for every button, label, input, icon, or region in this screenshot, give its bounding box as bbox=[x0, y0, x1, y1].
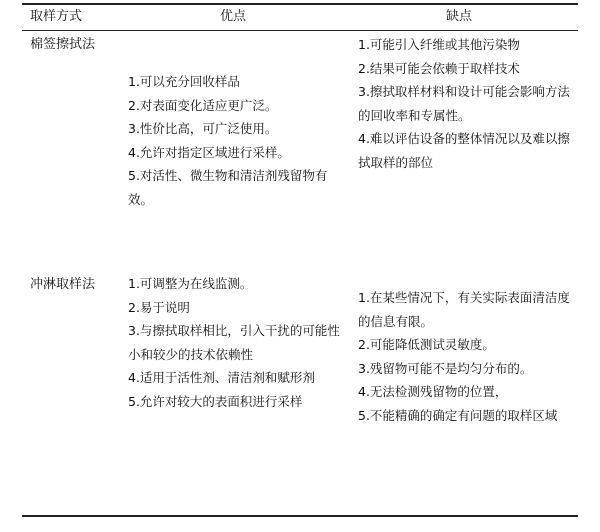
row-method-swab: 棉签擦拭法 bbox=[30, 37, 96, 52]
swab-disadvantage-item: 3.擦拭取样材料和设计可能会影响方法的回收率和专属性。 bbox=[358, 84, 570, 123]
table-bottom-rule bbox=[22, 515, 578, 517]
swab-advantage-item: 3.性价比高，可广泛使用。 bbox=[128, 121, 278, 136]
rinse-advantages bbox=[128, 272, 350, 413]
header-advantages: 优点 bbox=[220, 9, 247, 24]
rinse-advantage-item: 1.可调整为在线监测。 bbox=[128, 276, 253, 291]
rinse-disadvantage-item: 4.无法检测残留物的位置， bbox=[358, 384, 508, 399]
swab-disadvantage-item: 4.难以评估设备的整体情况以及难以擦拭取样的部位 bbox=[358, 131, 570, 170]
rinse-disadvantage-item: 1.在某些情况下，有关实际表面清洁度的信息有限。 bbox=[358, 290, 570, 329]
table-header-rule bbox=[22, 30, 578, 31]
swab-advantage-item: 2.对表面变化适应更广泛。 bbox=[128, 97, 278, 113]
rinse-disadvantages bbox=[358, 286, 576, 427]
header-disadvantages: 缺点 bbox=[446, 9, 473, 24]
rinse-disadvantage-item: 3.残留物可能不是均匀分布的。 bbox=[358, 360, 533, 376]
rinse-advantage-item: 5.允许对较大的表面积进行采样 bbox=[128, 393, 303, 409]
table-top-rule bbox=[22, 3, 578, 5]
swab-advantage-item: 1.可以充分回收样品 bbox=[128, 74, 240, 89]
swab-advantage-item: 4.允许对指定区域进行采样。 bbox=[128, 144, 290, 160]
swab-disadvantage-item: 1.可能引入纤维或其他污染物 bbox=[358, 37, 520, 52]
swab-advantage-item: 5.对活性、微生物和清洁剂残留物有效。 bbox=[128, 168, 328, 207]
rinse-disadvantage-item: 5.不能精确的确定有问题的取样区域 bbox=[358, 407, 558, 423]
header-method: 取样方式 bbox=[30, 9, 83, 24]
rinse-advantage-item: 4.适用于活性剂、清洁剂和赋形剂 bbox=[128, 370, 315, 385]
rinse-advantage-item: 3.与擦拭取样相比，引入干扰的可能性小和较少的技术依赖性 bbox=[128, 323, 340, 362]
swab-disadvantage-item: 2.结果可能会依赖于取样技术 bbox=[358, 60, 520, 76]
rinse-disadvantage-item: 2.可能降低测试灵敏度。 bbox=[358, 337, 495, 352]
rinse-advantage-item: 2.易于说明 bbox=[128, 299, 190, 315]
swab-disadvantages bbox=[358, 33, 576, 174]
row-method-rinse: 冲淋取样法 bbox=[30, 277, 96, 292]
swab-advantages bbox=[128, 70, 350, 211]
